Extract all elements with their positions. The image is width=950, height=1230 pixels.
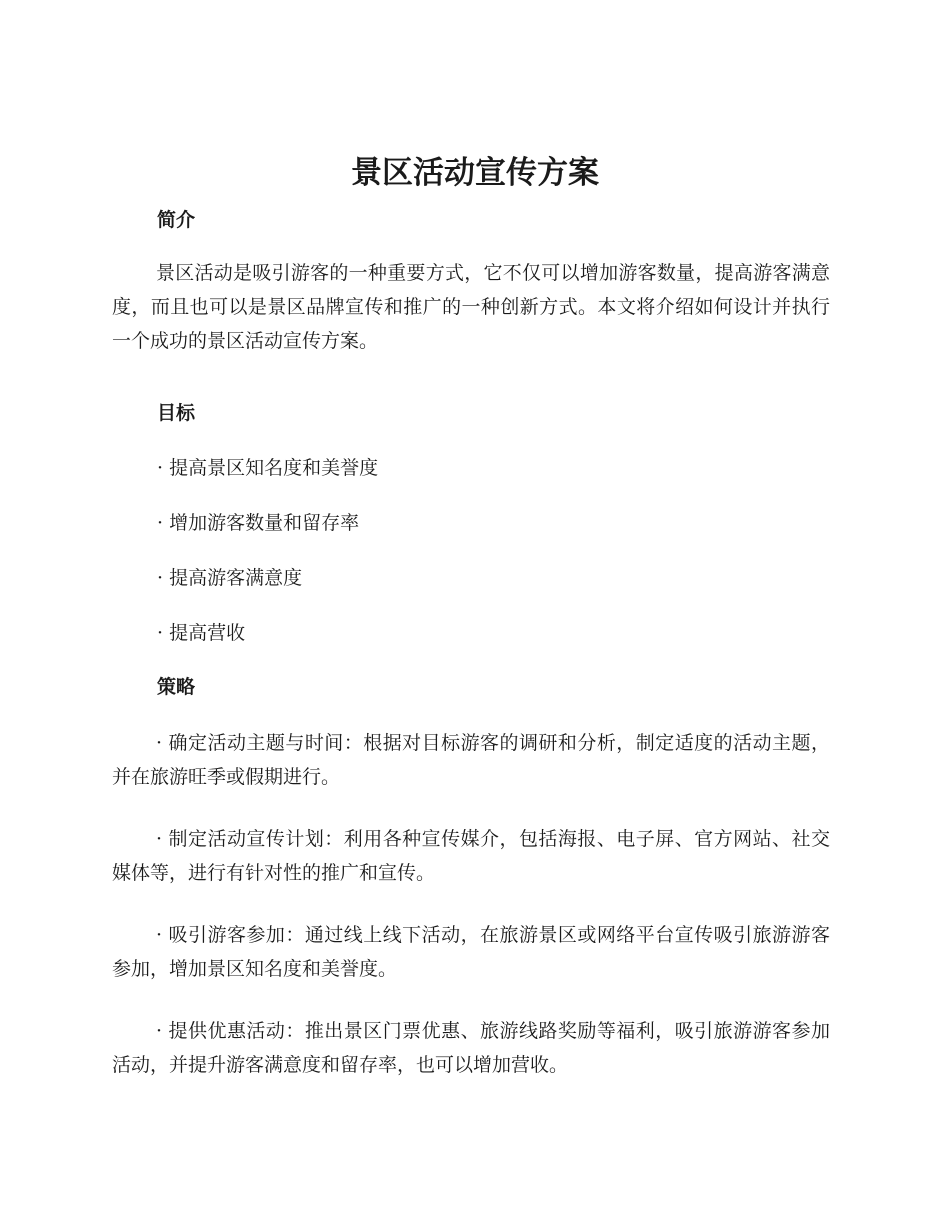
intro-paragraph: 景区活动是吸引游客的一种重要方式，它不仅可以增加游客数量，提高游客满意度，而且也可以是景区品牌宣传和推广的一种创新方式。本文将介绍如何设计并执行一个成功的景区活动宣传方案。: [112, 262, 830, 352]
goal-item: · 增加游客数量和留存率: [157, 512, 360, 534]
strategy-item: · 提供优惠活动：推出景区门票优惠、旅游线路奖励等福利，吸引旅游游客参加活动，并提升游客满意度和留存率，也可以增加营收。: [112, 1020, 830, 1076]
goal-item: · 提高游客满意度: [157, 567, 303, 589]
page-title: 景区活动宣传方案: [351, 155, 599, 191]
strategy-item: · 吸引游客参加：通过线上线下活动，在旅游景区或网络平台宣传吸引旅游游客参加，增加景区知名度和美誉度。: [112, 924, 830, 980]
section-heading-strategy: 策略: [157, 676, 196, 698]
section-heading-goals: 目标: [157, 402, 196, 424]
goal-item: · 提高营收: [157, 622, 246, 644]
goal-item: · 提高景区知名度和美誉度: [157, 457, 379, 479]
section-heading-intro: 简介: [157, 209, 196, 231]
strategy-item: · 确定活动主题与时间：根据对目标游客的调研和分析，制定适度的活动主题，并在旅游旺季或假期进行。: [112, 732, 830, 788]
strategy-item: · 制定活动宣传计划：利用各种宣传媒介，包括海报、电子屏、官方网站、社交媒体等，进行有针对性的推广和宣传。: [112, 828, 830, 884]
